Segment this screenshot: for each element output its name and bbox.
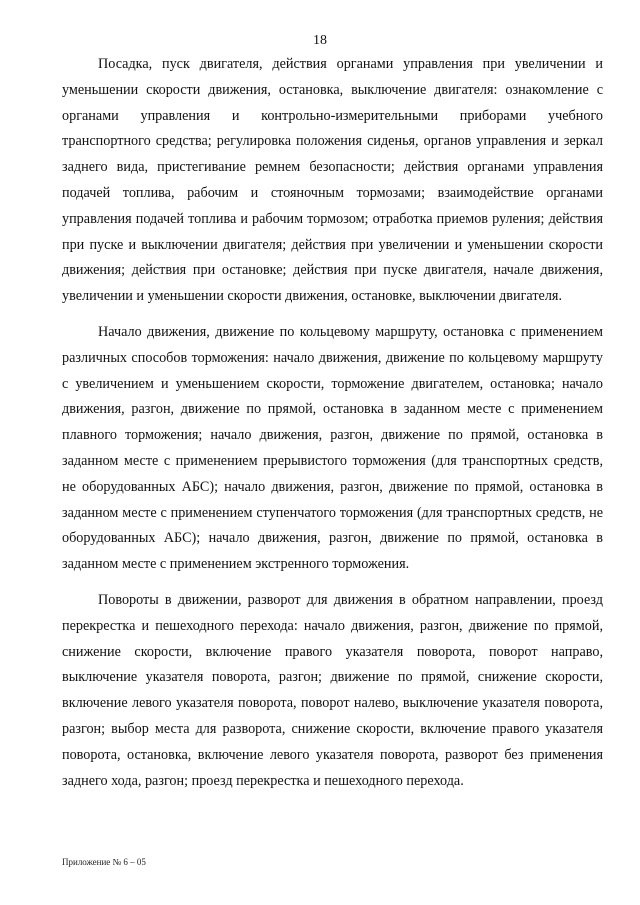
paragraph-2: Начало движения, движение по кольцевому маршруту, остановка с применением различных способов торможения: начало движения, движение по кольцевому маршруту с увеличением и уменьшением скорости, торможение двигателем, остановка; начало движения, разгон, движение по прямой, остановка в заданном месте с применением плавного торможения; начало движения, разгон, движение по прямой, остановка в заданном месте с применением прерывистого торможения (для транспортных средств, не оборудованных АБС); начало движения, разгон, движение по прямой, остановка в заданном месте с применением ступенчатого торможения (для транспортных средств, не оборудованных АБС); начало движения, разгон, движение по прямой, остановка в заданном месте с применением экстренного торможения. [62, 323, 603, 573]
paragraph-3: Повороты в движении, разворот для движения в обратном направлении, проезд перекрестка и пешеходного перехода: начало движения, разгон, движение по прямой, снижение скорости, включение правого указателя поворота, поворот направо, выключение указателя поворота, разгон; движение по прямой, снижение скорости, включение левого указателя поворота, поворот налево, выключение указателя поворота, разгон; выбор места для разворота, снижение скорости, включение правого указателя поворота, остановка, включение левого указателя поворота, разворот без применения заднего хода, разгон; проезд перекрестка и пешеходного перехода. [62, 591, 603, 789]
page-number: 18 [313, 33, 327, 48]
footer-note: Приложение № 6 – 05 [62, 857, 146, 867]
document-body [62, 52, 603, 804]
paragraph-1: Посадка, пуск двигателя, действия органами управления при увеличении и уменьшении скорости движения, остановка, выключение двигателя: ознакомление с органами управления и контрольно-измерительными приборами учебного транспортного средства; регулировка положения сиденья, органов управления и зеркал заднего вида, пристегивание ремнем безопасности; действия органами управления подачей топлива, рабочим и стояночным тормозами; взаимодействие органами управления подачей топлива и рабочим тормозом; отработка приемов руления; действия при пуске и выключении двигателя; действия при увеличении и уменьшении скорости движения; действия при остановке; действия при пуске двигателя, начале движения, увеличении и уменьшении скорости движения, остановке, выключении двигателя. [62, 56, 603, 305]
